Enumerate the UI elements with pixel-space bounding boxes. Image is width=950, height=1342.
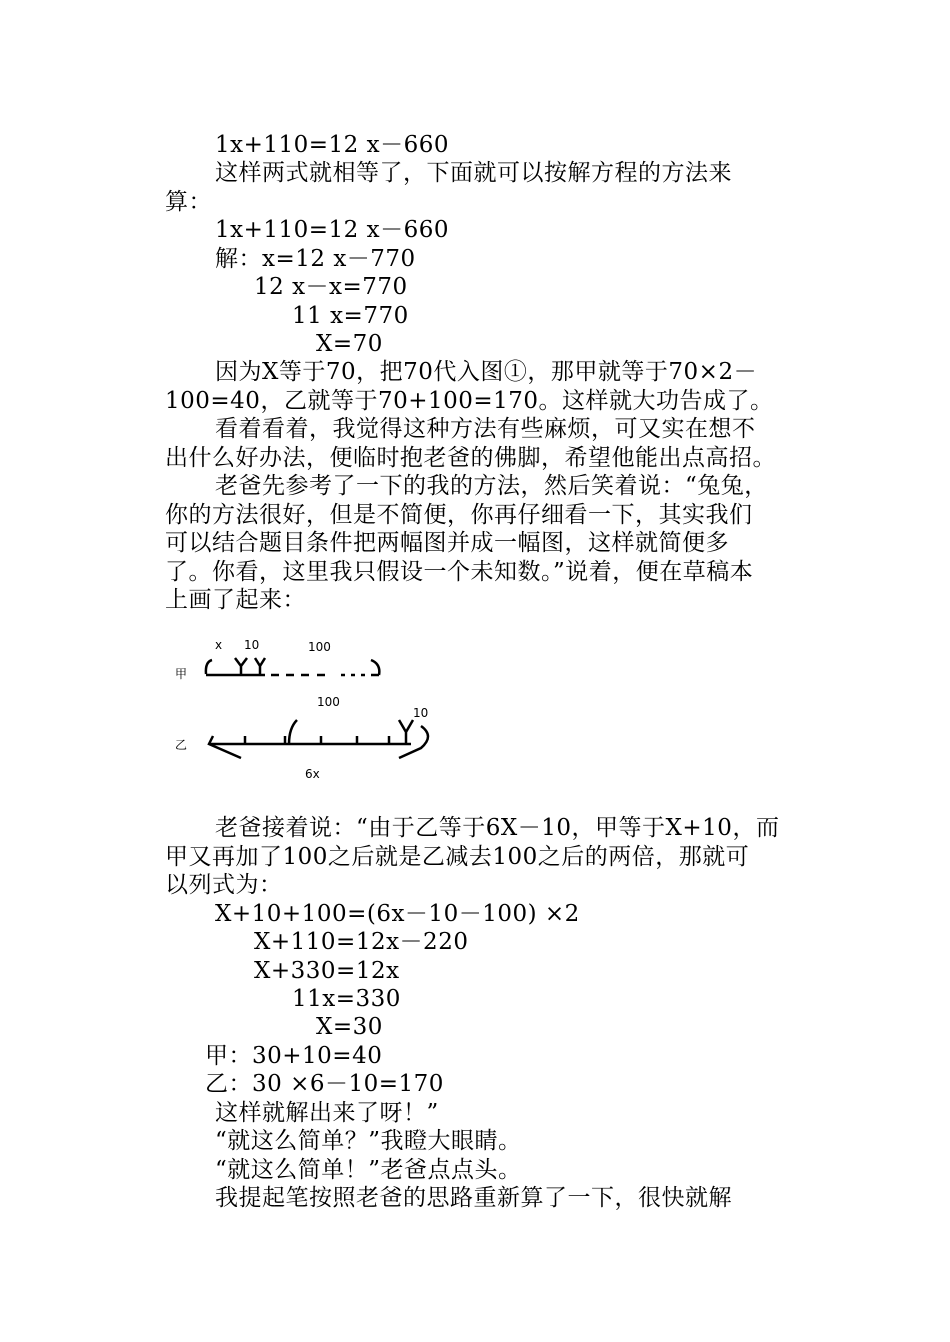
text-line: 你的方法很好，但是不简便，你再仔细看一下，其实我们 (165, 502, 753, 528)
six-x-label: 6x (305, 767, 320, 781)
text-line: X+110=12x－220 (254, 929, 469, 955)
text-line: 了。你看，这里我只假设一个未知数。”说着，便在草稿本 (165, 559, 754, 585)
text-line: X=30 (316, 1014, 383, 1040)
x-label: x (215, 638, 223, 652)
jia-segment (206, 658, 379, 675)
text-line: 这样两式就相等了，下面就可以按解方程的方法来 (215, 160, 732, 186)
text-line: 看着看着，我觉得这种方法有些麻烦，可又实在想不 (215, 416, 756, 442)
text-line: 11x=330 (292, 986, 401, 1012)
text-line: 1x+110=12 x－660 (215, 132, 449, 158)
text-line: 100=40，乙就等于70+100=170。这样就大功告成了。 (165, 388, 774, 414)
text-line: X=70 (316, 331, 383, 357)
yi-segment (209, 720, 428, 758)
text-line: 因为X等于70，把70代入图①，那甲就等于70×2－ (215, 359, 758, 385)
text-line: X+330=12x (254, 958, 400, 984)
ten-label-top: 10 (244, 638, 260, 652)
text-line: 上画了起来： (165, 587, 306, 613)
yi-label: 乙 (175, 738, 188, 752)
text-line: 老爸先参考了一下的我的方法，然后笑着说：“兔兔， (215, 473, 768, 499)
text-line: 可以结合题目条件把两幅图并成一幅图，这样就简便多 (165, 530, 729, 556)
text-line: 我提起笔按照老爸的思路重新算了一下，很快就解 (215, 1185, 732, 1211)
text-line: 11 x=770 (292, 303, 409, 329)
hundred-label-top: 100 (308, 640, 331, 654)
segment-diagram (165, 628, 465, 788)
text-line: “就这么简单！”老爸点点头。 (215, 1157, 522, 1183)
ten-label-bottom: 10 (413, 706, 429, 720)
text-line: 12 x－x=770 (254, 274, 408, 300)
text-line: 算： (165, 189, 212, 215)
text-line: 乙：30 ×6－10=170 (205, 1071, 444, 1097)
text-line: 以列式为： (165, 872, 283, 898)
text-line: 甲又再加了100之后就是乙减去100之后的两倍，那就可 (165, 844, 750, 870)
text-line: 1x+110=12 x－660 (215, 217, 449, 243)
text-line: 出什么好办法，便临时抱老爸的佛脚，希望他能出点高招。 (165, 445, 776, 471)
segment-diagram-svg (165, 628, 465, 788)
text-line: 老爸接着说：“由于乙等于6X－10，甲等于X+10，而 (215, 815, 780, 841)
hundred-label-bottom: 100 (317, 695, 340, 709)
text-line: 甲：30+10=40 (205, 1043, 383, 1069)
text-line: “就这么简单？”我瞪大眼睛。 (215, 1128, 522, 1154)
jia-label: 甲 (175, 667, 188, 681)
text-line: X+10+100=(6x－10－100) ×2 (215, 901, 580, 927)
text-line: 解：x=12 x－770 (215, 246, 416, 272)
text-line: 这样就解出来了呀！” (215, 1100, 439, 1126)
